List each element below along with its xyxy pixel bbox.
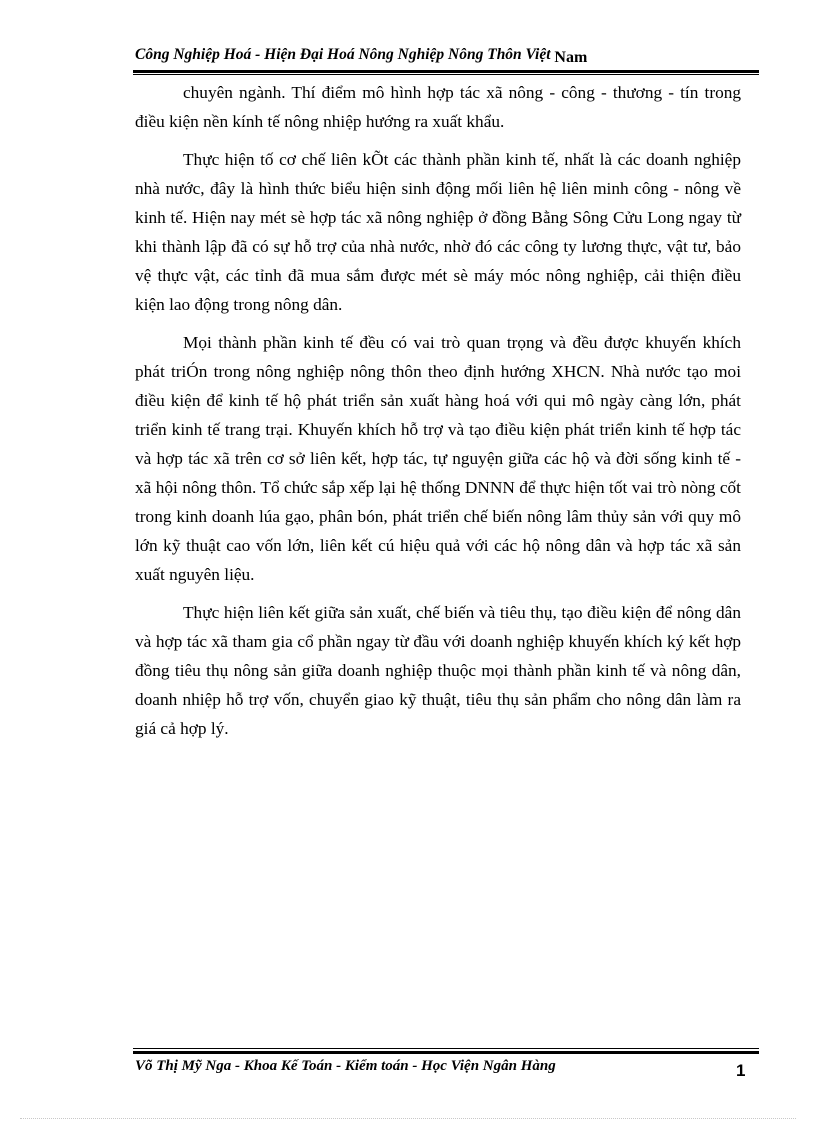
footer-rule-thin (133, 1048, 759, 1049)
paragraph-2: Thực hiện tố cơ chế liên kÕt các thành phần kinh tế, nhất là các doanh nghiệp nhà nước, đây là hình thức biểu hiện sinh động mối liên hệ liên minh công - nông về kinh tế. Hiện nay mét sè hợp tác xã nông nghiệp ở đồng Bằng Sông Cửu Long ngay từ khi thành lập đã có sự hỗ trợ của nhà nước, nhờ đó các công ty lương thực, vật tư, bảo vệ thực vật, các tỉnh đã mua sắm được mét sè máy móc nông nghiệp, cải thiện điều kiện lao động trong nông dân. (135, 150, 741, 314)
page-number: 1 (736, 1061, 746, 1080)
header-title: Công Nghiệp Hoá - Hiện Đại Hoá Nông Nghiệp Nông Thôn Việt (135, 46, 551, 63)
paragraph-4: Thực hiện liên kết giữa sản xuất, chế biến và tiêu thụ, tạo điều kiện để nông dân và hợp tác xã tham gia cổ phần ngay từ đầu với doanh nghiệp khuyến khích ký kết hợp đồng tiêu thụ nông sản giữa doanh nghiệp thuộc mọi thành phần kinh tế và nông dân, doanh nhiệp hỗ trợ vốn, chuyển giao kỹ thuật, tiêu thụ sản phẩm cho nông dân làm ra giá cả hợp lý. (135, 603, 741, 738)
header-rule-thin (133, 74, 759, 75)
document-body (135, 78, 741, 752)
footer-author: Võ Thị Mỹ Nga - Khoa Kế Toán - Kiểm toán - Học Viện Ngân Hàng (135, 1058, 556, 1074)
paragraph-1: chuyên ngành. Thí điểm mô hình hợp tác xã nông - công - thương - tín trong điều kiện nền kính tế nông nhiệp hướng ra xuất khẩu. (135, 83, 741, 131)
page-header (135, 46, 755, 64)
paragraph-3: Mọi thành phần kinh tế đều có vai trò quan trọng và đều được khuyến khích phát triÓn trong nông nghiệp nông thôn theo định hướng XHCN. Nhà nước tạo moi điều kiện để kinh tế hộ phát triển sản xuất hàng hoá với qui mô ngày càng lớn, phát triển kinh tế trang trại. Khuyến khích hỗ trợ và tạo điều kiện phát triển kinh tế hợp tác và hợp tác xã trên cơ sở liên kết, hợp tác, tự nguyện giữa các hộ và đời sống kinh tế - xã hội nông thôn. Tổ chức sắp xếp lại hệ thống DNNN để thực hiện tốt vai trò nòng cốt trong kinh doanh lúa gạo, phân bón, phát triển chế biến nông lâm thủy sản với quy mô lớn kỹ thuật cao vốn lớn, liên kết cú hiệu quả với các hộ nông dân và hợp tác xã sản xuất nguyên liệu. (135, 333, 741, 584)
header-rule (133, 70, 759, 73)
page-edge-divider (20, 1118, 796, 1119)
header-title-last-word: Nam (554, 49, 588, 66)
footer-rule (133, 1051, 759, 1054)
